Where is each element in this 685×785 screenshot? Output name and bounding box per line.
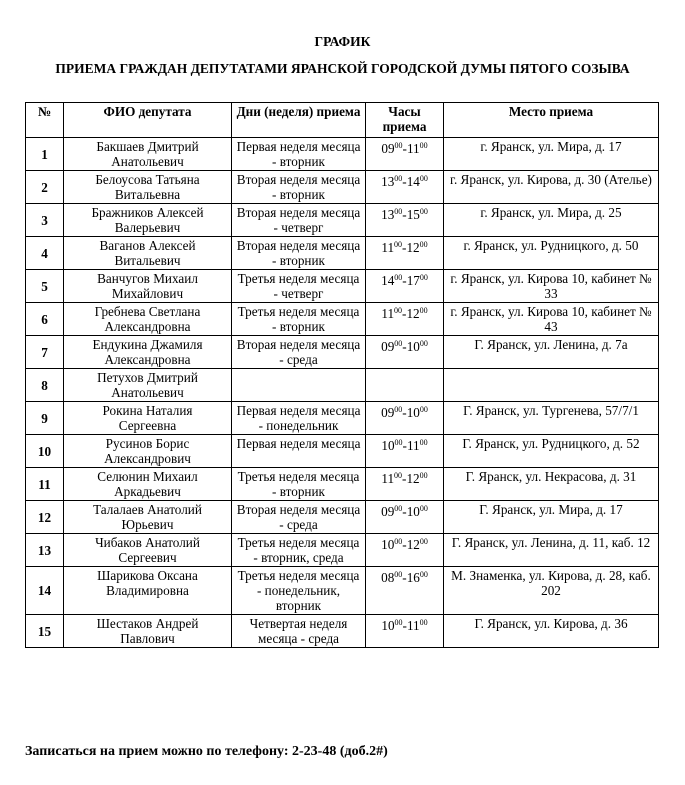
row-number: 3: [26, 204, 64, 237]
deputy-name-line1: Ваганов Алексей: [99, 238, 196, 253]
minute-from: 00: [394, 471, 403, 480]
minute-from: 00: [394, 240, 403, 249]
reception-place: г. Яранск, ул. Мира, д. 25: [444, 204, 659, 237]
deputy-name-line1: Русинов Борис: [105, 436, 190, 451]
hour-from: 09: [381, 141, 395, 156]
reception-days: Третья неделя месяца - вторник: [232, 303, 366, 336]
reception-place: Г. Яранск, ул. Ленина, д. 11, каб. 12: [444, 534, 659, 567]
deputy-name-line1: Чибаков Анатолий: [95, 535, 200, 550]
hour-from: 11: [381, 240, 395, 255]
reception-place: Г. Яранск, ул. Тургенева, 57/7/1: [444, 402, 659, 435]
hours-dash: -: [402, 471, 407, 486]
hours-dash: -: [402, 570, 407, 585]
reception-place: г. Яранск, ул. Кирова 10, кабинет № 43: [444, 303, 659, 336]
minute-from: 00: [394, 438, 403, 447]
reception-days: Четвертая неделя месяца - среда: [232, 615, 366, 648]
hours-dash: -: [402, 618, 407, 633]
hours-dash: -: [402, 504, 407, 519]
table-row: [26, 402, 659, 435]
deputy-name: [64, 204, 232, 237]
hours-dash: -: [402, 405, 407, 420]
row-number: 12: [26, 501, 64, 534]
reception-days: Вторая неделя месяца - вторник: [232, 171, 366, 204]
reception-days: Третья неделя месяца - четверг: [232, 270, 366, 303]
row-number: 1: [26, 138, 64, 171]
minute-to: 00: [419, 471, 428, 480]
deputy-name: [64, 336, 232, 369]
reception-place: г. Яранск, ул. Мира, д. 17: [444, 138, 659, 171]
deputy-name-line1: Рокина Наталия: [102, 403, 193, 418]
deputy-name-line2: Витальевна: [114, 187, 181, 202]
hour-to: 10: [406, 504, 420, 519]
reception-hours: [366, 468, 444, 501]
phone-note: Записаться на прием можно по телефону: 2-23-48 (доб.2#): [25, 744, 388, 759]
minute-from: 00: [394, 306, 403, 315]
hour-from: 11: [381, 306, 395, 321]
reception-hours: [366, 435, 444, 468]
reception-hours: [366, 567, 444, 615]
minute-from: 00: [394, 141, 403, 150]
deputy-name: [64, 270, 232, 303]
deputy-name-line2: Валерьевич: [114, 220, 181, 235]
reception-hours: [366, 402, 444, 435]
reception-hours: [366, 369, 444, 402]
minute-to: 00: [419, 438, 428, 447]
minute-to: 00: [419, 141, 428, 150]
hour-to: 11: [406, 618, 420, 633]
header-place: Место приема: [444, 103, 659, 138]
hour-from: 10: [381, 438, 395, 453]
hour-from: 08: [381, 570, 395, 585]
reception-days: Первая неделя месяца: [232, 435, 366, 468]
table-row: [26, 270, 659, 303]
hour-from: 10: [381, 618, 395, 633]
reception-days: Вторая неделя месяца - четверг: [232, 204, 366, 237]
hour-from: 11: [381, 471, 395, 486]
hour-from: 09: [381, 405, 395, 420]
deputy-name-line2: Александровна: [104, 319, 191, 334]
minute-to: 00: [419, 339, 428, 348]
table-row: [26, 171, 659, 204]
row-number: 4: [26, 237, 64, 270]
deputy-name: [64, 501, 232, 534]
reception-place: г. Яранск, ул. Кирова, д. 30 (Ателье): [444, 171, 659, 204]
deputy-name: [64, 534, 232, 567]
reception-hours: [366, 270, 444, 303]
row-number: 7: [26, 336, 64, 369]
header-days: Дни (неделя) приема: [232, 103, 366, 138]
deputy-name-line2: Владимировна: [106, 583, 189, 598]
deputy-name-line2: Александровна: [104, 352, 191, 367]
reception-days: Первая неделя месяца - понедельник: [232, 402, 366, 435]
header-name: ФИО депутата: [64, 103, 232, 138]
hours-dash: -: [402, 339, 407, 354]
reception-place: Г. Яранск, ул. Мира, д. 17: [444, 501, 659, 534]
row-number: 6: [26, 303, 64, 336]
hours-dash: -: [402, 273, 407, 288]
table-row: [26, 237, 659, 270]
reception-hours: [366, 615, 444, 648]
hour-to: 11: [406, 141, 420, 156]
reception-days: Первая неделя месяца - вторник: [232, 138, 366, 171]
minute-from: 00: [394, 537, 403, 546]
row-number: 5: [26, 270, 64, 303]
reception-place: Г. Яранск, ул. Некрасова, д. 31: [444, 468, 659, 501]
table-header-row: [26, 103, 659, 138]
hours-dash: -: [402, 537, 407, 552]
minute-from: 00: [394, 207, 403, 216]
minute-to: 00: [419, 273, 428, 282]
reception-days: Вторая неделя месяца - среда: [232, 501, 366, 534]
deputy-name: [64, 138, 232, 171]
table-row: [26, 534, 659, 567]
table-row: [26, 204, 659, 237]
minute-to: 00: [419, 570, 428, 579]
deputy-name-line1: Ендукина Джамиля: [92, 337, 203, 352]
deputy-name-line2: Александрович: [104, 451, 191, 466]
hours-dash: -: [402, 438, 407, 453]
minute-to: 00: [419, 207, 428, 216]
hour-to: 15: [406, 207, 420, 222]
deputy-name: [64, 402, 232, 435]
row-number: 11: [26, 468, 64, 501]
hours-dash: -: [402, 141, 407, 156]
hour-to: 12: [406, 240, 420, 255]
deputy-name-line2: Анатольевич: [111, 154, 184, 169]
table-row: [26, 615, 659, 648]
reception-hours: [366, 534, 444, 567]
hours-dash: -: [402, 240, 407, 255]
hour-from: 13: [381, 174, 395, 189]
deputy-name-line1: Ванчугов Михаил: [97, 271, 198, 286]
minute-from: 00: [394, 618, 403, 627]
table-row: [26, 138, 659, 171]
deputy-name-line1: Гребнева Светлана: [94, 304, 201, 319]
reception-days: Третья неделя месяца - вторник, среда: [232, 534, 366, 567]
deputy-name: [64, 468, 232, 501]
deputy-name-line1: Шестаков Андрей: [96, 616, 199, 631]
minute-from: 00: [394, 570, 403, 579]
deputy-name-line1: Петухов Дмитрий: [97, 370, 198, 385]
hour-from: 10: [381, 537, 395, 552]
minute-to: 00: [419, 306, 428, 315]
reception-hours: [366, 336, 444, 369]
deputy-name-line1: Бакшаев Дмитрий: [96, 139, 199, 154]
hour-to: 10: [406, 339, 420, 354]
row-number: 8: [26, 369, 64, 402]
header-num: №: [26, 103, 64, 138]
hours-dash: -: [402, 207, 407, 222]
minute-from: 00: [394, 339, 403, 348]
reception-hours: [366, 237, 444, 270]
deputy-name-line2: Анатольевич: [111, 385, 184, 400]
row-number: 2: [26, 171, 64, 204]
deputy-name: [64, 303, 232, 336]
deputy-name-line1: Белоусова Татьяна: [95, 172, 200, 187]
deputy-name-line2: Аркадьевич: [114, 484, 181, 499]
deputy-name-line1: Селюнин Михаил: [97, 469, 198, 484]
reception-hours: [366, 501, 444, 534]
table-row: [26, 567, 659, 615]
deputy-name-line1: Шарикова Оксана: [97, 568, 198, 583]
hour-from: 13: [381, 207, 395, 222]
reception-hours: [366, 204, 444, 237]
deputy-name-line2: Михайлович: [111, 286, 184, 301]
hour-to: 12: [406, 306, 420, 321]
minute-from: 00: [394, 273, 403, 282]
minute-from: 00: [394, 405, 403, 414]
reception-place: Г. Яранск, ул. Рудницкого, д. 52: [444, 435, 659, 468]
reception-hours: [366, 303, 444, 336]
minute-to: 00: [419, 405, 428, 414]
minute-from: 00: [394, 174, 403, 183]
reception-place: г. Яранск, ул. Кирова 10, кабинет № 33: [444, 270, 659, 303]
hour-to: 14: [406, 174, 420, 189]
row-number: 13: [26, 534, 64, 567]
deputy-name-line1: Талалаев Анатолий: [93, 502, 202, 517]
document-subtitle: ПРИЕМА ГРАЖДАН ДЕПУТАТАМИ ЯРАНСКОЙ ГОРОДСКОЙ ДУМЫ ПЯТОГО СОЗЫВА: [55, 61, 630, 76]
reception-days: Вторая неделя месяца - вторник: [232, 237, 366, 270]
hour-to: 16: [406, 570, 420, 585]
deputy-name: [64, 615, 232, 648]
deputy-name-line2: Сергеевич: [118, 550, 177, 565]
deputy-name: [64, 567, 232, 615]
reception-days: Вторая неделя месяца - среда: [232, 336, 366, 369]
reception-days: Третья неделя месяца - вторник: [232, 468, 366, 501]
deputy-name: [64, 369, 232, 402]
row-number: 15: [26, 615, 64, 648]
minute-from: 00: [394, 504, 403, 513]
minute-to: 00: [419, 174, 428, 183]
row-number: 9: [26, 402, 64, 435]
deputy-name: [64, 237, 232, 270]
deputy-name-line2: Юрьевич: [121, 517, 174, 532]
reception-days: [232, 369, 366, 402]
reception-place: г. Яранск, ул. Рудницкого, д. 50: [444, 237, 659, 270]
deputy-name-line2: Павлович: [120, 631, 175, 646]
table-body: [26, 138, 659, 648]
reception-hours: [366, 138, 444, 171]
reception-hours: [366, 171, 444, 204]
table-row: [26, 468, 659, 501]
row-number: 10: [26, 435, 64, 468]
deputy-name-line2: Сергеевна: [118, 418, 177, 433]
table-row: [26, 303, 659, 336]
reception-days: Третья неделя месяца - понедельник, вторник: [232, 567, 366, 615]
hours-dash: -: [402, 174, 407, 189]
deputy-name-line2: Витальевич: [114, 253, 181, 268]
hour-to: 12: [406, 471, 420, 486]
hour-to: 17: [406, 273, 420, 288]
minute-to: 00: [419, 618, 428, 627]
table-row: [26, 336, 659, 369]
deputy-name: [64, 435, 232, 468]
hour-to: 11: [406, 438, 420, 453]
reception-place: Г. Яранск, ул. Кирова, д. 36: [444, 615, 659, 648]
table-row: [26, 435, 659, 468]
schedule-table: [25, 102, 659, 648]
table-row: [26, 369, 659, 402]
header-hours: Часы приема: [366, 103, 444, 138]
table-row: [26, 501, 659, 534]
reception-place: М. Знаменка, ул. Кирова, д. 28, каб. 202: [444, 567, 659, 615]
reception-place: Г. Яранск, ул. Ленина, д. 7а: [444, 336, 659, 369]
document-title: ГРАФИК: [314, 34, 371, 49]
hour-from: 09: [381, 504, 395, 519]
hour-from: 09: [381, 339, 395, 354]
reception-place: [444, 369, 659, 402]
row-number: 14: [26, 567, 64, 615]
hour-to: 12: [406, 537, 420, 552]
hour-to: 10: [406, 405, 420, 420]
hours-dash: -: [402, 306, 407, 321]
minute-to: 00: [419, 240, 428, 249]
minute-to: 00: [419, 537, 428, 546]
deputy-name: [64, 171, 232, 204]
deputy-name-line1: Бражников Алексей: [91, 205, 204, 220]
hour-from: 14: [381, 273, 395, 288]
minute-to: 00: [419, 504, 428, 513]
